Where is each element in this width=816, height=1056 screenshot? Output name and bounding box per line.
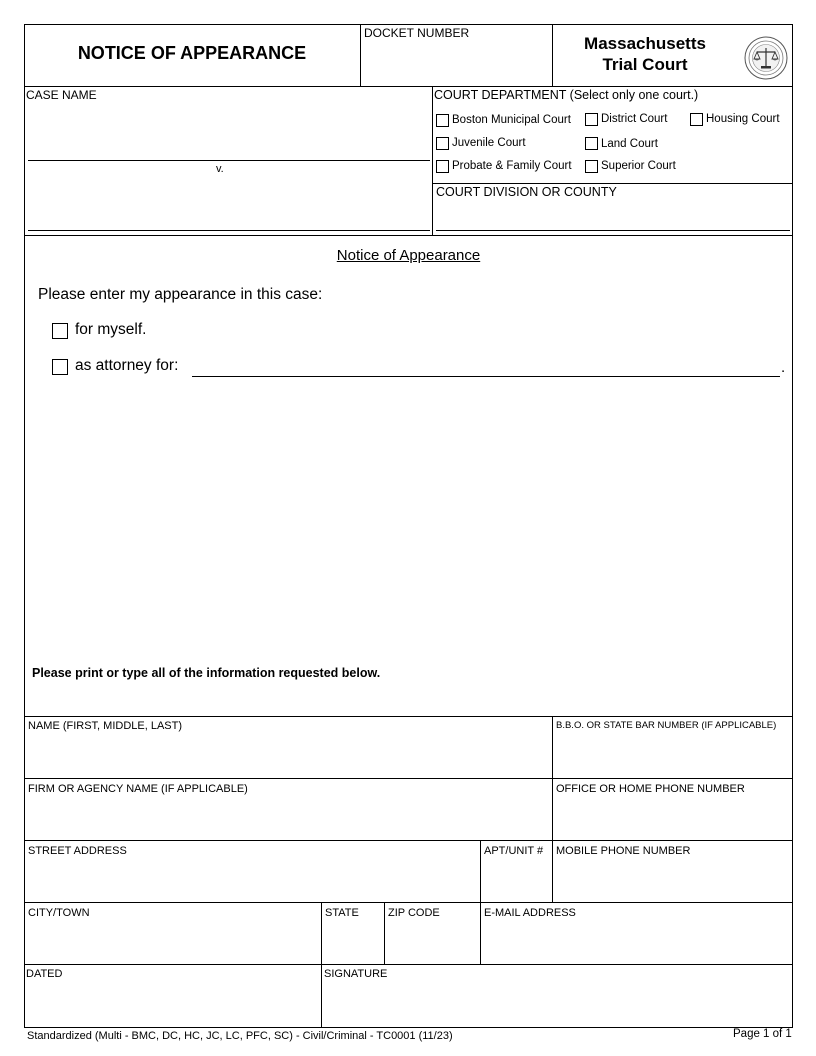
signature-input[interactable] [324, 983, 790, 1025]
state-input[interactable] [324, 922, 382, 962]
court-division-label: COURT DIVISION OR COUNTY [436, 185, 617, 199]
department-label-district: District Court [601, 113, 668, 125]
zip-code-input[interactable] [387, 922, 477, 962]
docket-number-input[interactable] [362, 42, 550, 84]
case-name-line [28, 160, 430, 161]
department-label-land: Land Court [601, 138, 658, 150]
court-department-label: COURT DEPARTMENT (Select only one court.) [434, 88, 699, 102]
court-division-input[interactable] [436, 202, 788, 228]
mobile-phone-label: MOBILE PHONE NUMBER [556, 845, 691, 857]
department-checkbox-boston-municipal[interactable] [436, 114, 449, 127]
department-label-housing: Housing Court [706, 113, 780, 125]
docket-number-label: DOCKET NUMBER [364, 26, 470, 40]
department-divider [432, 183, 793, 184]
case-name-defendant-input[interactable] [28, 178, 428, 228]
notice-intro: Please enter my appearance in this case: [38, 286, 323, 303]
city-town-label: CITY/TOWN [28, 907, 90, 919]
page-number: Page 1 of 1 [733, 1028, 792, 1040]
for-myself-label: for myself. [75, 321, 147, 338]
city-town-input[interactable] [27, 922, 318, 962]
case-name-label: CASE NAME [26, 88, 97, 102]
name-input[interactable] [27, 735, 549, 775]
court-division-line [436, 230, 790, 231]
form-identifier: Standardized (Multi - BMC, DC, HC, JC, LC, PFC, SC) - Civil/Criminal - TC0001 (11/23) [27, 1030, 453, 1042]
apt-unit-label: APT/UNIT # [484, 845, 544, 857]
bbo-number-label: B.B.O. OR STATE BAR NUMBER (IF APPLICABLE) [556, 720, 777, 731]
case-name-line [28, 230, 430, 231]
department-checkbox-probate-family[interactable] [436, 160, 449, 173]
notice-body [24, 235, 793, 717]
firm-name-label: FIRM OR AGENCY NAME (IF APPLICABLE) [28, 783, 248, 795]
row-divider [24, 964, 793, 965]
department-label-probate-family: Probate & Family Court [452, 160, 572, 172]
department-label-superior: Superior Court [601, 160, 676, 172]
email-input[interactable] [483, 922, 790, 962]
bbo-number-input[interactable] [555, 735, 790, 775]
signature-label: SIGNATURE [324, 968, 388, 980]
department-label-juvenile: Juvenile Court [452, 137, 526, 149]
court-name-line2: Trial Court [602, 55, 688, 74]
column-divider [321, 902, 322, 1028]
row-divider [24, 778, 793, 779]
department-checkbox-district[interactable] [585, 113, 598, 126]
zip-code-label: ZIP CODE [388, 907, 440, 919]
column-divider [384, 902, 385, 965]
department-checkbox-land[interactable] [585, 137, 598, 150]
department-label-boston-municipal: Boston Municipal Court [452, 114, 571, 126]
dated-input[interactable] [27, 983, 318, 1025]
office-phone-label: OFFICE OR HOME PHONE NUMBER [556, 783, 745, 795]
dated-label: DATED [26, 968, 63, 980]
as-attorney-label: as attorney for: [75, 357, 179, 374]
attorney-period: . [781, 359, 786, 376]
apt-unit-input[interactable] [483, 860, 549, 900]
form-title: NOTICE OF APPEARANCE [77, 43, 307, 63]
street-address-label: STREET ADDRESS [28, 845, 127, 857]
mobile-phone-input[interactable] [555, 860, 790, 900]
for-myself-checkbox[interactable] [52, 323, 68, 339]
court-name [560, 33, 730, 75]
print-instruction: Please print or type all of the information requested below. [32, 666, 381, 680]
email-label: E-MAIL ADDRESS [484, 907, 576, 919]
column-divider [480, 840, 481, 965]
header-divider [552, 24, 553, 87]
court-name-line1: Massachusetts [584, 34, 706, 53]
state-label: STATE [325, 907, 359, 919]
office-phone-input[interactable] [555, 798, 790, 838]
department-checkbox-superior[interactable] [585, 160, 598, 173]
versus-label: v. [216, 163, 224, 175]
department-checkbox-housing[interactable] [690, 113, 703, 126]
column-divider [552, 716, 553, 903]
notice-heading: Notice of Appearance [336, 247, 481, 264]
court-seal-icon [744, 36, 788, 80]
row-divider [24, 902, 793, 903]
header-divider [360, 24, 361, 87]
as-attorney-checkbox[interactable] [52, 359, 68, 375]
department-checkbox-juvenile[interactable] [436, 137, 449, 150]
street-address-input[interactable] [27, 860, 477, 900]
case-divider [432, 86, 433, 236]
row-divider [24, 840, 793, 841]
name-label: NAME (FIRST, MIDDLE, LAST) [28, 720, 183, 732]
attorney-for-input[interactable] [192, 356, 780, 377]
case-name-plaintiff-input[interactable] [28, 104, 428, 158]
notice-heading-wrap [24, 247, 793, 265]
firm-name-input[interactable] [27, 798, 549, 838]
